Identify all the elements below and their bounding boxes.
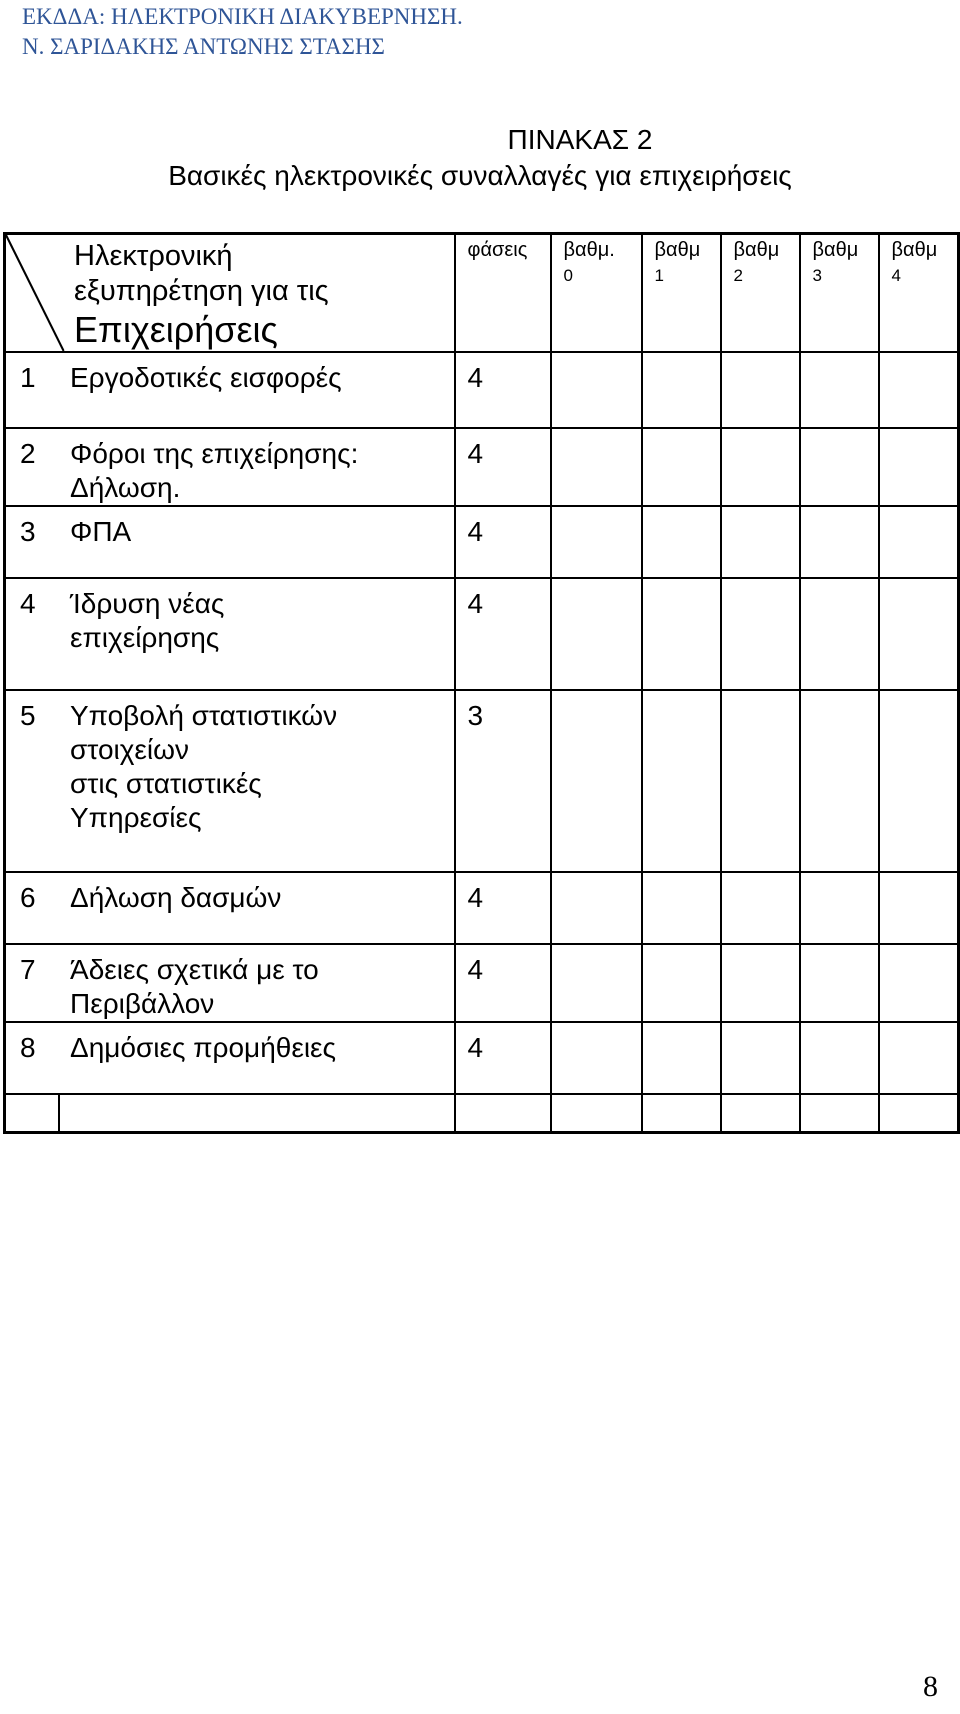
level-cell (879, 1094, 959, 1132)
level-cell (642, 690, 721, 872)
service-cell: 2 Φόροι της επιχείρησης: Δήλωση. (5, 428, 455, 506)
table-row (5, 428, 959, 506)
number-divider (58, 1095, 60, 1131)
level-cell (879, 944, 959, 1022)
phases-cell: 4 (455, 506, 551, 578)
table-row (5, 690, 959, 872)
level-cell (800, 578, 879, 690)
level-cell (721, 1094, 800, 1132)
level-cell (721, 578, 800, 690)
level-cell (551, 690, 642, 872)
page-number: 8 (923, 1670, 938, 1703)
level-cell (879, 428, 959, 506)
level-cell (879, 690, 959, 872)
phases-cell: 4 (455, 872, 551, 944)
phases-cell: 4 (455, 352, 551, 428)
phases-cell: 4 (455, 1022, 551, 1094)
phases-cell: 3 (455, 690, 551, 872)
corner-line-2: εξυπηρέτηση για τις (74, 275, 329, 307)
service-cell: 5 Υποβολή στατιστικών στοιχείων στις στατιστικές Υπηρεσίες (5, 690, 455, 872)
level-cell (642, 578, 721, 690)
level-cell (551, 578, 642, 690)
level-cell (879, 506, 959, 578)
column-header-phases: φάσεις (455, 234, 551, 353)
level-cell (551, 352, 642, 428)
service-cell (5, 1094, 455, 1132)
level-cell (879, 872, 959, 944)
table-row (5, 872, 959, 944)
level-cell (879, 1022, 959, 1094)
level-cell (721, 428, 800, 506)
service-cell: 4 Ίδρυση νέας επιχείρησης (5, 578, 455, 690)
table-row (5, 1022, 959, 1094)
header-line-1: ΕΚΔΔΑ: ΗΛΕΚΤΡΟΝΙΚΗ ΔΙΑΚΥΒΕΡΝΗΣΗ. (22, 4, 463, 29)
table-subtitle: Βασικές ηλεκτρονικές συναλλαγές για επιχειρήσεις (168, 160, 792, 191)
service-cell: 8 Δημόσιες προμήθειες (5, 1022, 455, 1094)
level-cell (551, 944, 642, 1022)
table-row (5, 506, 959, 578)
column-header-level-3: βαθμ 3 (800, 234, 879, 353)
level-cell (551, 428, 642, 506)
level-cell (642, 506, 721, 578)
level-cell (642, 872, 721, 944)
column-header-level-2: βαθμ 2 (721, 234, 800, 353)
corner-line-1: Ηλεκτρονική (74, 240, 233, 272)
level-cell (551, 1022, 642, 1094)
phases-cell: 4 (455, 428, 551, 506)
phases-cell: 4 (455, 578, 551, 690)
level-cell (642, 428, 721, 506)
column-header-level-1: βαθμ 1 (642, 234, 721, 353)
level-cell (721, 872, 800, 944)
column-header-level-4: βαθμ 4 (879, 234, 959, 353)
level-cell (879, 578, 959, 690)
level-cell (721, 690, 800, 872)
phases-cell: 4 (455, 944, 551, 1022)
table-title: ΠΙΝΑΚΑΣ 2 (507, 124, 653, 155)
phases-cell (455, 1094, 551, 1132)
level-cell (800, 352, 879, 428)
level-cell (800, 1022, 879, 1094)
corner-cell (5, 234, 455, 353)
level-cell (642, 1094, 721, 1132)
corner-line-3: Επιχειρήσεις (74, 309, 278, 350)
table-row (5, 352, 959, 428)
header-line-2: Ν. ΣΑΡΙΔΑΚΗΣ ΑΝΤΩΝΗΣ ΣΤΑΣΗΣ (22, 34, 385, 59)
table-row (5, 578, 959, 690)
level-cell (721, 506, 800, 578)
service-cell: 6 Δήλωση δασμών (5, 872, 455, 944)
level-cell (551, 506, 642, 578)
level-cell (800, 872, 879, 944)
table-row-empty (5, 1094, 959, 1132)
service-cell: 7 Άδειες σχετικά με το Περιβάλλον (5, 944, 455, 1022)
level-cell (800, 690, 879, 872)
diagonal-line (6, 235, 454, 351)
level-cell (721, 1022, 800, 1094)
services-table (3, 232, 960, 1134)
level-cell (721, 944, 800, 1022)
level-cell (551, 1094, 642, 1132)
table-row (5, 944, 959, 1022)
level-cell (800, 506, 879, 578)
table-header-row (5, 234, 959, 353)
document-header (22, 2, 463, 62)
level-cell (721, 352, 800, 428)
level-cell (642, 1022, 721, 1094)
service-cell: 1 Εργοδοτικές εισφορές (5, 352, 455, 428)
level-cell (551, 872, 642, 944)
level-cell (800, 944, 879, 1022)
level-cell (642, 352, 721, 428)
level-cell (642, 944, 721, 1022)
column-header-level-0: βαθμ. 0 (551, 234, 642, 353)
level-cell (800, 428, 879, 506)
level-cell (879, 352, 959, 428)
level-cell (800, 1094, 879, 1132)
service-cell: 3 ΦΠΑ (5, 506, 455, 578)
